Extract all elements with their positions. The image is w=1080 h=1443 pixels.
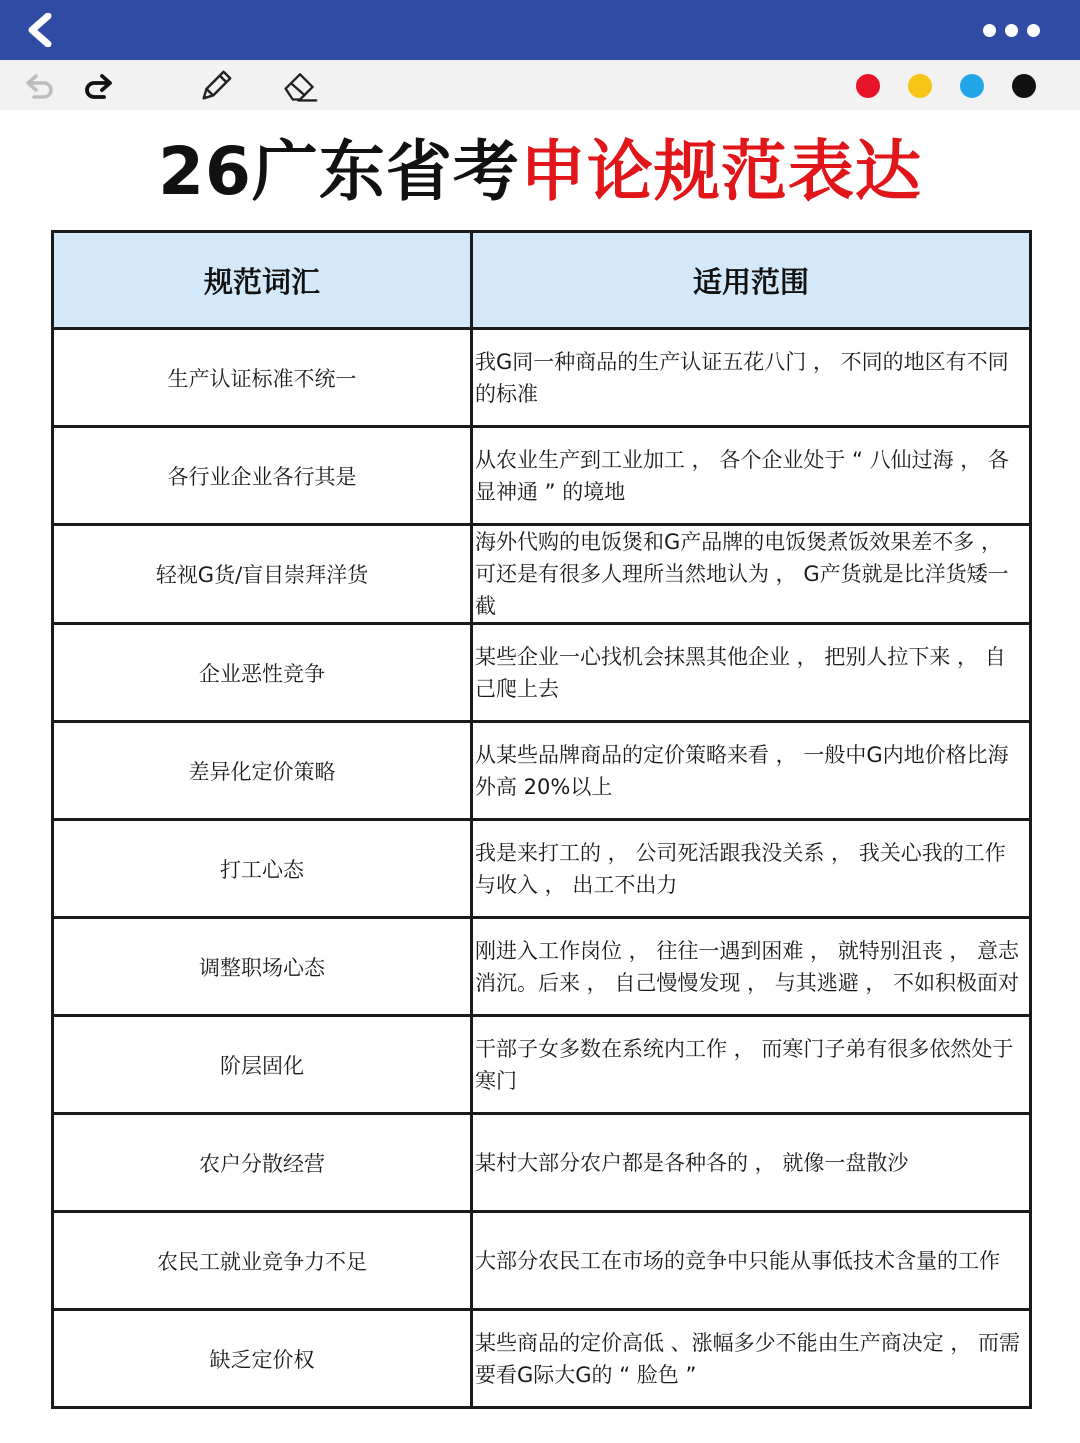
color-swatch-black[interactable] [1012, 74, 1036, 98]
table-row [53, 525, 1031, 624]
column-header-term: 规范词汇 [53, 232, 472, 329]
more-dots-icon [983, 24, 996, 37]
term-cell: 农户分散经营 [53, 1114, 472, 1212]
title-part-black: 26广东省考 [158, 133, 520, 210]
table-row [53, 722, 1031, 820]
redo-button[interactable] [80, 68, 116, 104]
term-cell: 企业恶性竞争 [53, 624, 472, 722]
table-row [53, 1212, 1031, 1310]
scope-cell: 某村大部分农户都是各种各的 ， 就像一盘散沙 [472, 1114, 1031, 1212]
more-dot [1027, 24, 1040, 37]
scope-cell: 我G同一种商品的生产认证五花八门 ， 不同的地区有不同的标准 [472, 329, 1031, 427]
redo-icon [82, 72, 114, 100]
term-cell: 农民工就业竞争力不足 [53, 1212, 472, 1310]
undo-button[interactable] [22, 68, 58, 104]
pencil-icon [198, 67, 234, 105]
term-cell: 阶层固化 [53, 1016, 472, 1114]
table-header-row [53, 232, 1031, 329]
page-title [0, 124, 1080, 220]
scope-cell: 从某些品牌商品的定价策略来看 ， 一般中G内地价格比海外高 20%以上 [472, 722, 1031, 820]
scope-cell: 从农业生产到工业加工 ， 各个企业处于 “ 八仙过海 ， 各显神通 ” 的境地 [472, 427, 1031, 525]
table-row [53, 427, 1031, 525]
scope-cell: 大部分农民工在市场的竞争中只能从事低技术含量的工作 [472, 1212, 1031, 1310]
column-header-scope: 适用范围 [472, 232, 1031, 329]
term-cell: 调整职场心态 [53, 918, 472, 1016]
table-row [53, 329, 1031, 427]
top-nav-bar [0, 0, 1080, 60]
scope-cell: 干部子女多数在系统内工作 ， 而寒门子弟有很多依然处于寒门 [472, 1016, 1031, 1114]
color-swatch-red[interactable] [856, 74, 880, 98]
color-swatch-yellow[interactable] [908, 74, 932, 98]
title-part-red: 申论规范表达 [519, 133, 922, 210]
chevron-left-icon [24, 13, 54, 47]
eraser-tool-button[interactable] [282, 68, 318, 104]
term-cell: 各行业企业各行其是 [53, 427, 472, 525]
table-row [53, 1016, 1031, 1114]
term-cell: 打工心态 [53, 820, 472, 918]
table-row [53, 1114, 1031, 1212]
more-options-button[interactable] [983, 18, 1040, 42]
scope-cell: 海外代购的电饭煲和G产品牌的电饭煲煮饭效果差不多 ， 可还是有很多人理所当然地认为 ， G产货就是比洋货矮一截 [472, 525, 1031, 624]
table-row [53, 918, 1031, 1016]
scope-cell: 我是来打工的 ， 公司死活跟我没关系 ， 我关心我的工作与收入 ， 出工不出力 [472, 820, 1031, 918]
table-row [53, 624, 1031, 722]
undo-icon [24, 72, 56, 100]
vocabulary-table [51, 230, 1032, 1409]
table-row [53, 820, 1031, 918]
color-swatch-blue[interactable] [960, 74, 984, 98]
scope-cell: 某些商品的定价高低 、涨幅多少不能由生产商决定 ， 而需要看G际大G的 “ 脸色 ” [472, 1310, 1031, 1408]
term-cell: 生产认证标准不统一 [53, 329, 472, 427]
back-button[interactable] [14, 6, 64, 54]
term-cell: 差异化定价策略 [53, 722, 472, 820]
pencil-tool-button[interactable] [198, 68, 234, 104]
term-cell: 缺乏定价权 [53, 1310, 472, 1408]
table-row [53, 1310, 1031, 1408]
more-dot [1005, 24, 1018, 37]
term-cell: 轻视G货/盲目崇拜洋货 [53, 525, 472, 624]
eraser-icon [282, 67, 318, 105]
scope-cell: 刚进入工作岗位 ， 往往一遇到困难 ， 就特别沮丧 ， 意志消沉。后来 ， 自己慢慢发现 ， 与其逃避 ， 不如积极面对 [472, 918, 1031, 1016]
scope-cell: 某些企业一心找机会抹黑其他企业 ， 把别人拉下来 ， 自己爬上去 [472, 624, 1031, 722]
